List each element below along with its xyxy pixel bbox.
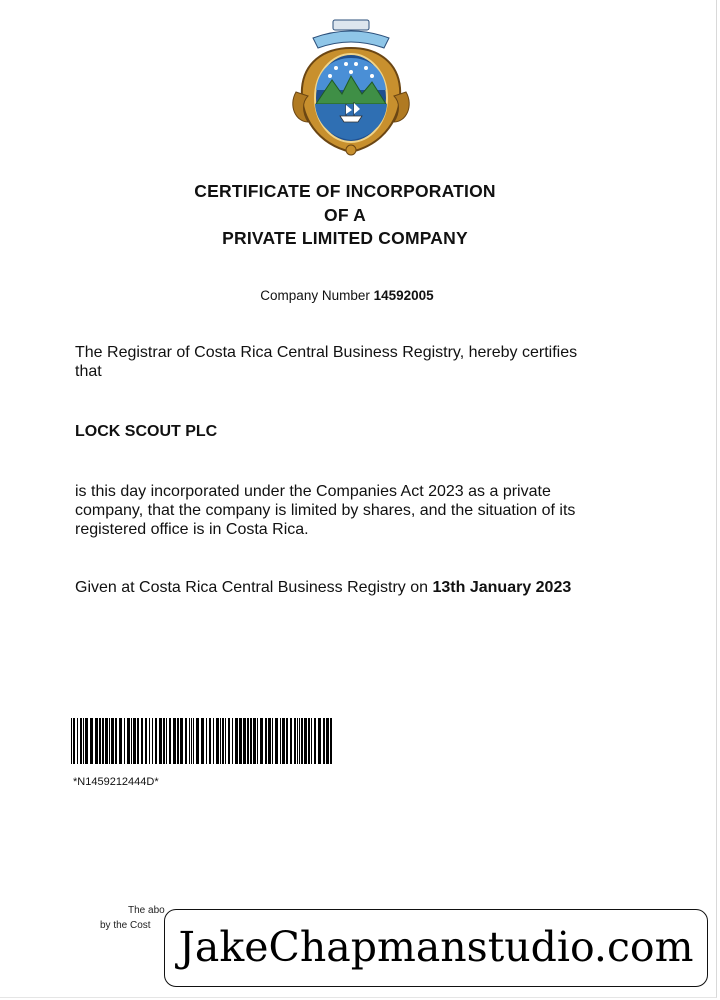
barcode-bar — [280, 718, 281, 764]
barcode-bar — [95, 718, 98, 764]
barcode-bar — [326, 718, 329, 764]
barcode-bar — [155, 718, 157, 764]
barcode-bar — [201, 718, 204, 764]
barcode-bar — [250, 718, 252, 764]
barcode-bar — [286, 718, 288, 764]
barcode-bar — [127, 718, 130, 764]
barcode-bar — [282, 718, 285, 764]
barcode-bar — [330, 718, 332, 764]
barcode-bar — [257, 718, 258, 764]
barcode-bar — [290, 718, 292, 764]
company-number-value: 14592005 — [373, 288, 434, 303]
barcode-bar — [90, 718, 93, 764]
barcode-bar — [191, 718, 192, 764]
barcode-text: *N1459212444D* — [73, 776, 159, 788]
watermark-label: JakeChapmanstudio.com — [164, 909, 708, 987]
barcode-bar — [308, 718, 310, 764]
barcode-bar — [159, 718, 162, 764]
barcode-bar — [189, 718, 190, 764]
barcode-bar — [119, 718, 122, 764]
barcode-bar — [102, 718, 104, 764]
barcode-bar — [225, 718, 226, 764]
given-at-statement — [75, 578, 635, 597]
barcode-bar — [149, 718, 150, 764]
barcode-bar — [111, 718, 114, 764]
barcode-bar — [196, 718, 199, 764]
registrar-statement-line-2: that — [75, 363, 102, 380]
barcode-bar — [299, 718, 300, 764]
barcode-bar — [109, 718, 110, 764]
barcode-bar — [268, 718, 271, 764]
barcode-bar — [173, 718, 176, 764]
incorporation-date: 13th January 2023 — [432, 579, 572, 596]
barcode-bar — [239, 718, 242, 764]
given-at-text: Given at Costa Rica Central Business Registry on — [75, 579, 429, 596]
incorporation-line-1: is this day incorporated under the Companies Act 2023 as a private — [75, 483, 551, 500]
barcode-bar — [216, 718, 219, 764]
footer-line-2: by the Cost — [100, 920, 151, 931]
barcode-bar — [193, 718, 194, 764]
barcode-bar — [318, 718, 321, 764]
barcode-bar — [80, 718, 82, 764]
incorporation-statement — [75, 482, 635, 539]
barcode-bar — [163, 718, 165, 764]
barcode-bar — [137, 718, 139, 764]
company-number-label: Company Number — [260, 288, 370, 303]
barcode-bar — [275, 718, 278, 764]
barcode-bar — [304, 718, 307, 764]
barcode-bar — [131, 718, 132, 764]
barcode-bar — [85, 718, 88, 764]
barcode-bar — [169, 718, 171, 764]
barcode-bar — [314, 718, 316, 764]
coat-of-arms-icon — [288, 18, 414, 158]
barcode-bar — [243, 718, 246, 764]
company-number-line — [0, 288, 694, 303]
company-name: LOCK SCOUT PLC — [75, 423, 218, 440]
barcode-bar — [222, 718, 224, 764]
barcode-bar — [115, 718, 117, 764]
barcode-bar — [206, 718, 207, 764]
barcode-bar — [71, 718, 72, 764]
barcode-bar — [220, 718, 221, 764]
barcode-bar — [294, 718, 296, 764]
incorporation-line-2: company, that the company is limited by shares, and the situation of its — [75, 502, 576, 519]
barcode-bar — [272, 718, 273, 764]
barcode-bar — [77, 718, 78, 764]
barcode-bar — [213, 718, 214, 764]
barcode-bar — [260, 718, 263, 764]
barcode-bar — [209, 718, 211, 764]
barcode-bar — [105, 718, 108, 764]
barcode — [71, 718, 335, 764]
registrar-statement — [75, 343, 635, 381]
barcode-bar — [235, 718, 238, 764]
barcode-bar — [185, 718, 187, 764]
registrar-statement-line-1: The Registrar of Costa Rica Central Business Registry, hereby certifies — [75, 344, 578, 361]
certificate-title-line-2: OF A — [324, 205, 366, 225]
barcode-bar — [297, 718, 298, 764]
barcode-bar — [83, 718, 84, 764]
barcode-bar — [145, 718, 147, 764]
barcode-bar — [323, 718, 325, 764]
barcode-bar — [301, 718, 303, 764]
barcode-bar — [99, 718, 101, 764]
barcode-bar — [152, 718, 153, 764]
barcode-bar — [247, 718, 249, 764]
barcode-bar — [73, 718, 75, 764]
barcode-bar — [166, 718, 167, 764]
footer-line-1: The abo — [128, 905, 165, 916]
barcode-bar — [141, 718, 143, 764]
barcode-bar — [253, 718, 256, 764]
barcode-bar — [265, 718, 267, 764]
barcode-bar — [133, 718, 136, 764]
barcode-bar — [177, 718, 179, 764]
barcode-bar — [124, 718, 125, 764]
barcode-bar — [311, 718, 312, 764]
incorporation-line-3: registered office is in Costa Rica. — [75, 521, 309, 538]
barcode-bar — [180, 718, 183, 764]
certificate-title-line-3: PRIVATE LIMITED COMPANY — [222, 228, 468, 248]
barcode-bar — [232, 718, 233, 764]
barcode-bar — [228, 718, 230, 764]
certificate-title-line-1: CERTIFICATE OF INCORPORATION — [194, 181, 496, 201]
